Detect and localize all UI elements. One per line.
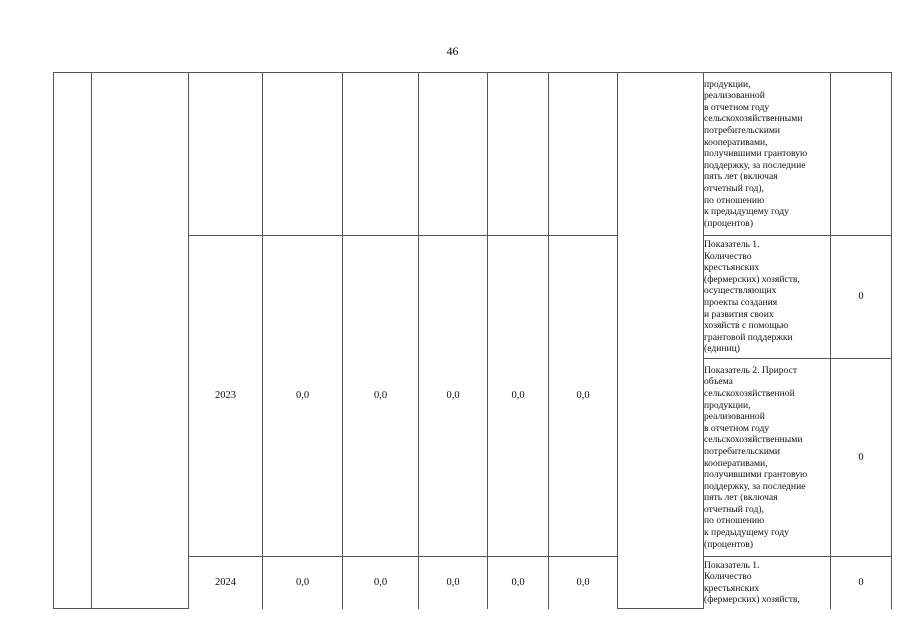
value-cell: 0,0 <box>549 236 618 557</box>
value-cell <box>343 73 419 236</box>
year-cell: 2023 <box>189 236 263 557</box>
value-cell: 0,0 <box>343 236 419 557</box>
table-cell-empty <box>92 73 189 609</box>
value-cell: 0,0 <box>488 236 549 557</box>
target-cell: 0 <box>831 359 892 557</box>
value-cell: 0,0 <box>488 557 549 609</box>
value-cell: 0,0 <box>419 236 488 557</box>
program-table <box>53 72 892 609</box>
table-cell-empty <box>54 73 92 609</box>
table-row <box>54 73 892 236</box>
value-cell: 0,0 <box>343 557 419 609</box>
value-cell <box>549 73 618 236</box>
target-cell <box>831 73 892 236</box>
year-cell <box>189 73 263 236</box>
value-cell <box>488 73 549 236</box>
indicator-cell: продукции, реализованной в отчетном году сельскохозяйственными потребительскими кооперативами, получившими грантовую поддержку, за последние пять лет (включая отчетный год), по отношению к предыдущему году (процентов) <box>704 73 831 236</box>
value-cell: 0,0 <box>263 236 343 557</box>
value-cell <box>263 73 343 236</box>
value-cell: 0,0 <box>419 557 488 609</box>
indicator-cell: Показатель 1. Количество крестьянских (фермерских) хозяйств, осуществляющих проекты создания и развития своих хозяйств с помощью грантовой поддержки (единиц) <box>704 236 831 359</box>
table-cell-empty <box>618 73 704 609</box>
year-cell: 2024 <box>189 557 263 609</box>
indicator-cell: Показатель 1. Количество крестьянских (фермерских) хозяйств, <box>704 557 831 609</box>
indicator-cell: Показатель 2. Прирост объема сельскохозяйственной продукции, реализованной в отчетном году сельскохозяйственными потребительскими кооперативами, получившими грантовую поддержку, за последние пять лет (включая отчетный год), по отношению к предыдущему году (процентов) <box>704 359 831 557</box>
value-cell: 0,0 <box>263 557 343 609</box>
value-cell <box>419 73 488 236</box>
target-cell: 0 <box>831 236 892 359</box>
value-cell: 0,0 <box>549 557 618 609</box>
target-cell: 0 <box>831 557 892 609</box>
page-number: 46 <box>446 44 459 58</box>
